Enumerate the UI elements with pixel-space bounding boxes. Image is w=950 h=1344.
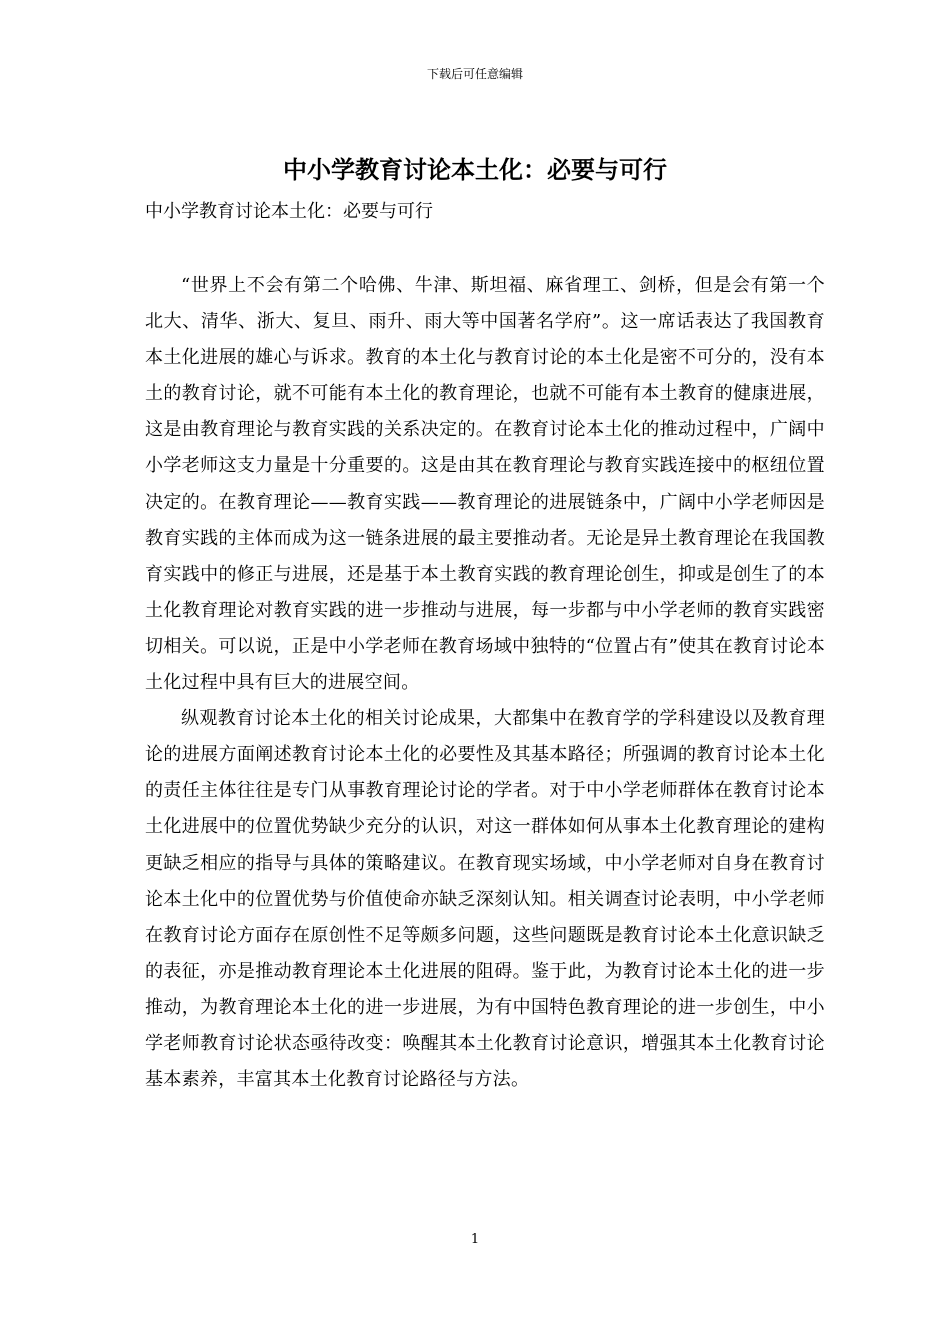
document-subtitle: 中小学教育讨论本土化：必要与可行	[145, 201, 433, 222]
body-paragraph: “世界上不会有第二个哈佛、牛津、斯坦福、麻省理工、剑桥，但是会有第一个北大、清华、浙大、复旦、雨升、雨大等中国著名学府”。这一席话表达了我国教育本土化进展的雄心与诉求。教育的本土化与教育讨论的本土化是密不可分的，没有本土的教育讨论，就不可能有本土化的教育理论，也就不可能有本土教育的健康进展，这是由教育理论与教育实践的关系决定的。在教育讨论本土化的推动过程中，广阔中小学老师这支力量是十分重要的。这是由其在教育理论与教育实践连接中的枢纽位置决定的。在教育理论——教育实践——教育理论的进展链条中，广阔中小学老师因是教育实践的主体而成为这一链条进展的最主要推动者。无论是异土教育理论在我国教育实践中的修正与进展，还是基于本土教育实践的教育理论创生，抑或是创生了的本土化教育理论对教育实践的进一步推动与进展，每一步都与中小学老师的教育实践密切相关。可以说，正是中小学老师在教育场域中独特的“位置占有”使其在教育讨论本土化过程中具有巨大的进展空间。	[145, 275, 825, 694]
body-paragraph: 纵观教育讨论本土化的相关讨论成果，大都集中在教育学的学科建设以及教育理论的进展方面阐述教育讨论本土化的必要性及其基本路径；所强调的教育讨论本土化的责任主体往往是专门从事教育理论讨论的学者。对于中小学老师群体在教育讨论本土化进展中的位置优势缺少充分的认识，对这一群体如何从事本土化教育理论的建构更缺乏相应的指导与具体的策略建议。在教育现实场域，中小学老师对自身在教育讨论本土化中的位置优势与价值使命亦缺乏深刻认知。相关调查讨论表明，中小学老师在教育讨论方面存在原创性不足等颇多问题，这些问题既是教育讨论本土化意识缺乏的表征，亦是推动教育理论本土化进展的阻碍。鉴于此，为教育讨论本土化的进一步推动，为教育理论本土化的进一步进展，为有中国特色教育理论的进一步创生，中小学老师教育讨论状态亟待改变：唤醒其本土化教育讨论意识，增强其本土化教育讨论基本素养，丰富其本土化教育讨论路径与方法。	[145, 708, 825, 1091]
header-note: 下载后可任意编辑	[426, 67, 523, 81]
document-title: 中小学教育讨论本土化：必要与可行	[283, 155, 667, 184]
document-body	[145, 268, 825, 1098]
page-number: 1	[470, 1232, 480, 1247]
